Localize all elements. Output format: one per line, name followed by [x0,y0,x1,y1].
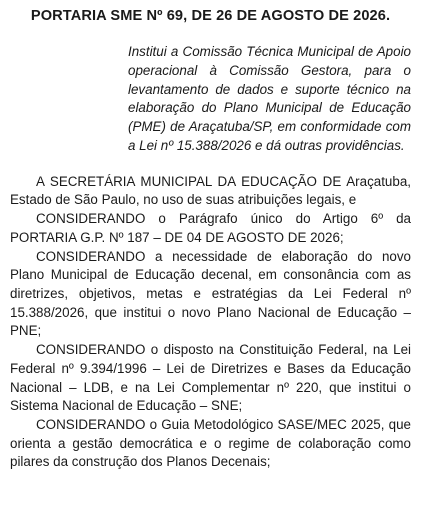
document-title: PORTARIA SME Nº 69, DE 26 DE AGOSTO DE 2026. [30,8,391,24]
considerando-paragraph: CONSIDERANDO o Parágrafo único do Artigo 6º da PORTARIA G.P. Nº 187 – DE 04 DE AGOSTO DE 2026; [10,211,411,245]
document-body [10,173,411,472]
preamble-paragraph: A SECRETÁRIA MUNICIPAL DA EDUCAÇÃO DE Araçatuba, Estado de São Paulo, no uso de suas atribuições legais, e [10,173,411,208]
considerando-paragraph: CONSIDERANDO a necessidade de elaboração do novo Plano Municipal de Educação decenal, em consonância com as diretrizes, objetivos, metas e estratégias da Lei Federal nº 15.388/2026, que institui o novo Plano Nacional de Educação – PNE; [10,248,411,339]
considerando-paragraph: CONSIDERANDO o Guia Metodológico SASE/MEC 2025, que orienta a gestão democrática e o regime de colaboração como pilares da construção dos Planos Decenais; [10,416,411,470]
considerando-paragraph: CONSIDERANDO o disposto na Constituição Federal, na Lei Federal nº 9.394/1996 – Lei de Diretrizes e Bases da Educação Nacional – LDB, e na Lei Complementar nº 220, que institui o Sistema Nacional de Educação – SNE; [10,342,411,414]
ementa-text: Institui a Comissão Técnica Municipal de Apoio operacional à Comissão Gestora, para o levantamento de dados e suporte técnico na elaboração do Plano Municipal de Educação (PME) de Araçatuba/SP, em conformidade com a Lei nº 15.388/2026 e dá outras providências. [128,44,411,153]
